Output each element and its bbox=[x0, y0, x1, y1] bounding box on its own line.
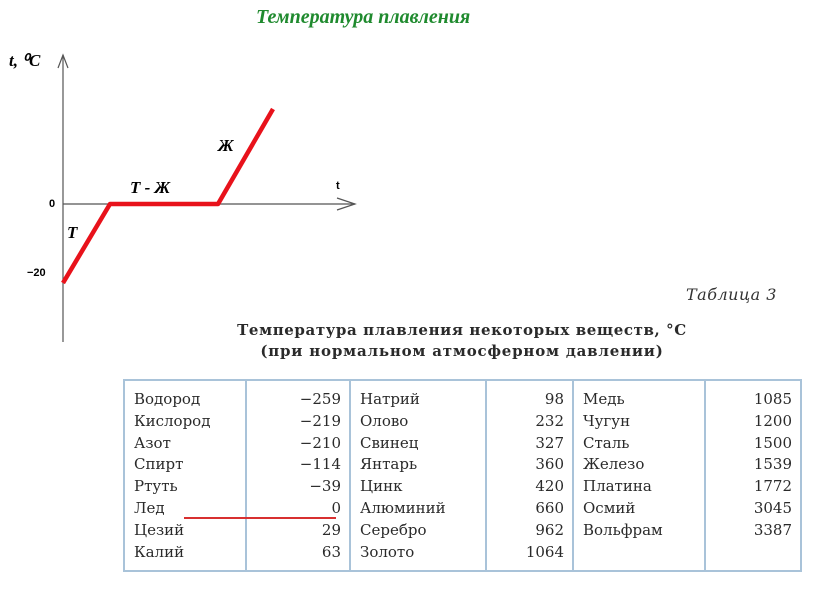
substance-name: Калий bbox=[134, 542, 185, 561]
substance-name: Чугун bbox=[583, 411, 631, 430]
substance-name: Олово bbox=[360, 411, 409, 430]
melting-point-value: 232 bbox=[535, 411, 564, 430]
substance-name: Серебро bbox=[360, 520, 427, 539]
substance-column-1 bbox=[124, 380, 246, 571]
substance-name: Натрий bbox=[360, 390, 420, 408]
melting-point-value: −219 bbox=[299, 411, 341, 430]
substance-name: Ртуть bbox=[134, 477, 178, 496]
substance-name: Медь bbox=[583, 390, 625, 408]
value-column-1 bbox=[246, 380, 350, 571]
melting-point-value: 420 bbox=[535, 477, 564, 496]
melting-point-value: 29 bbox=[321, 520, 341, 539]
substance-name: Железо bbox=[583, 455, 645, 474]
ice-zero-underline bbox=[184, 517, 336, 519]
melting-point-value: 660 bbox=[535, 498, 564, 517]
substance-name: Водород bbox=[134, 390, 201, 408]
melting-point-value: −114 bbox=[299, 455, 341, 474]
y-tick-minus-20: −20 bbox=[27, 267, 46, 279]
substance-name: Кислород bbox=[134, 411, 211, 430]
substance-name: Вольфрам bbox=[583, 520, 663, 539]
melting-point-value: 1200 bbox=[753, 411, 792, 430]
melting-point-value: −210 bbox=[299, 433, 341, 452]
table-caption-sub: (при нормальном атмосферном давлении) bbox=[260, 342, 664, 360]
melting-point-value: 327 bbox=[535, 433, 564, 452]
melting-point-value: 98 bbox=[544, 390, 564, 408]
table-caption bbox=[186, 320, 738, 362]
substance-name: Золото bbox=[360, 542, 415, 561]
region-label-solid-liquid: Т - Ж bbox=[130, 178, 171, 197]
region-label-solid: Т bbox=[67, 223, 78, 242]
melting-point-value: −259 bbox=[299, 390, 341, 408]
substance-name: Свинец bbox=[360, 433, 419, 452]
melting-point-value: 1772 bbox=[753, 477, 792, 496]
substance-name: Азот bbox=[134, 433, 171, 452]
substance-column-2 bbox=[350, 380, 486, 571]
substance-name: Спирт bbox=[134, 455, 184, 474]
substance-name: Янтарь bbox=[360, 455, 418, 474]
page-title: Температура плавления bbox=[256, 6, 471, 28]
substance-name: Цинк bbox=[360, 477, 403, 496]
melting-points-table bbox=[123, 379, 802, 572]
substance-name: Сталь bbox=[583, 433, 630, 452]
melting-point-value: 3387 bbox=[753, 520, 792, 539]
substance-name: Цезий bbox=[134, 520, 185, 539]
melting-point-value: 1085 bbox=[753, 390, 792, 408]
substance-name: Алюминий bbox=[360, 498, 446, 517]
x-axis-label: t bbox=[336, 180, 340, 192]
melting-point-value: −39 bbox=[309, 477, 341, 496]
melting-point-value: 1064 bbox=[525, 542, 564, 561]
melting-point-value: 962 bbox=[535, 520, 564, 539]
substance-name: Осмий bbox=[583, 498, 636, 517]
y-tick-0: 0 bbox=[49, 198, 56, 210]
melting-point-value: 0 bbox=[331, 498, 341, 517]
value-column-3 bbox=[705, 380, 801, 571]
melting-point-value: 1500 bbox=[753, 433, 792, 452]
melting-point-value: 3045 bbox=[753, 498, 792, 517]
table-caption-main: Температура плавления некоторых веществ, °С bbox=[237, 321, 687, 339]
substance-name: Лед bbox=[134, 498, 165, 517]
region-label-liquid: Ж bbox=[218, 136, 234, 155]
table-number: Таблица 3 bbox=[686, 285, 777, 304]
y-axis-label: t, ⁰C bbox=[9, 51, 41, 70]
substance-name: Платина bbox=[583, 477, 652, 496]
melting-point-value: 360 bbox=[535, 455, 564, 474]
value-column-2 bbox=[486, 380, 573, 571]
melting-point-value: 1539 bbox=[753, 455, 792, 474]
melting-point-value: 63 bbox=[321, 542, 341, 561]
substance-column-3 bbox=[573, 380, 705, 571]
